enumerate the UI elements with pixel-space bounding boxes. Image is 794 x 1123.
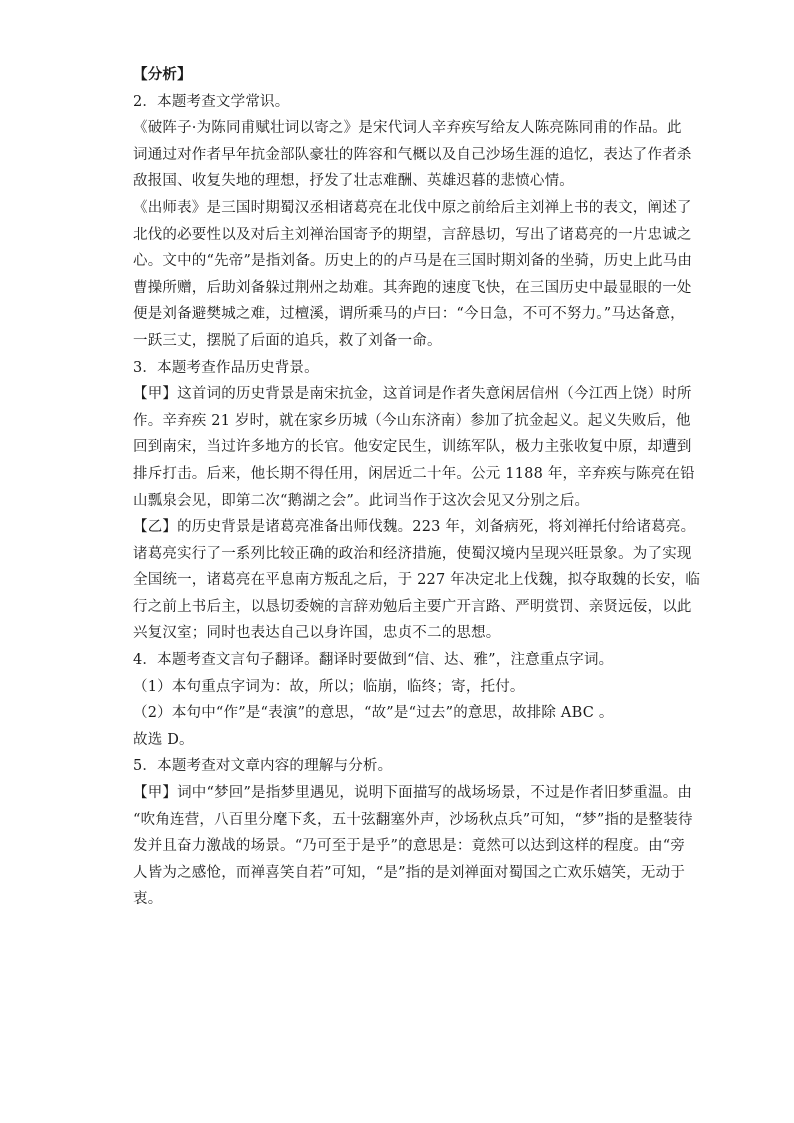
paragraph-line: 兴复汉室；同时也表达自己以身许国，忠贞不二的思想。: [133, 625, 501, 642]
paragraph-line: 词通过对作者早年抗金部队豪壮的阵容和气概以及自己沙场生涯的追忆，表达了作者杀: [133, 146, 692, 163]
paragraph-line: 诸葛亮实行了一系列比较正确的政治和经济措施，使蜀汉境内呈现兴旺景象。为了实现: [133, 545, 692, 562]
paragraph-line: 山瓢泉会见，即第二次“鹅湖之会”。此词当作于这次会见又分别之后。: [133, 492, 590, 509]
paragraph-line: 排斥打击。后来，他长期不得任用，闲居近二十年。公元 1188 年，辛弃疾与陈亮在铅: [133, 465, 695, 482]
paragraph-line: 《破阵子·为陈同甫赋壮词以寄之》是宋代词人辛弃疾写给友人陈亮陈同甫的作品。此: [133, 120, 682, 137]
paragraph-line: 北伐的必要性以及对后主刘禅治国寄予的期望，言辞恳切，写出了诸葛亮的一片忠诚之: [133, 226, 692, 243]
paragraph-line: “吹角连营，八百里分麾下炙，五十弦翻塞外声，沙场秋点兵”可知，“梦”指的是整装待: [133, 811, 693, 828]
paragraph-line: 行之前上书后主，以恳切委婉的言辞劝勉后主要广开言路、严明赏罚、亲贤远佞，以此: [133, 598, 692, 615]
paragraph-line: 《出师表》是三国时期蜀汉丞相诸葛亮在北伐中原之前给后主刘禅上书的表文，阐述了: [133, 199, 692, 216]
paragraph-line: 心。文中的“先帝”是指刘备。历史上的的卢马是在三国时期刘备的坐骑，历史上此马由: [133, 253, 693, 270]
question-2-heading: 2．本题考查文学常识。: [133, 93, 290, 110]
paragraph-line: 发并且奋力激战的场景。“乃可至于是乎”的意思是：竟然可以达到这样的程度。由“旁: [133, 838, 686, 855]
paragraph-line: 衷。: [133, 891, 163, 908]
document-body: [133, 62, 701, 913]
paragraph-line: 回到南宋，当过许多地方的长官。他安定民生，训练军队，极力主张收复中原，却遭到: [133, 439, 692, 456]
paragraph-line: 【甲】词中“梦回”是指梦里遇见，说明下面描写的战场场景，不过是作者旧梦重温。由: [133, 785, 693, 802]
paragraph-line: 【甲】这首词的历史背景是南宋抗金，这首词是作者失意闲居信州（今江西上饶）时所: [133, 386, 692, 403]
question-4-heading: 4．本题考查文言句子翻译。翻译时要做到“信、达、雅”，注意重点字词。: [133, 652, 614, 669]
answer-line: 故选 D。: [133, 731, 194, 748]
section-heading-analysis: 【分析】: [133, 66, 192, 83]
paragraph-line: 敌报国、收复失地的理想，抒发了壮志难酬、英雄迟暮的悲愤心情。: [133, 173, 574, 190]
question-5-heading: 5．本题考查对文章内容的理解与分析。: [133, 758, 393, 775]
question-3-heading: 3．本题考查作品历史背景。: [133, 359, 319, 376]
paragraph-line: 作。辛弃疾 21 岁时，就在家乡历城（今山东济南）参加了抗金起义。起义失败后，他: [133, 412, 691, 429]
paragraph-line: （1）本句重点字词为：故，所以；临崩，临终；寄，托付。: [133, 678, 525, 695]
paragraph-line: 【乙】的历史背景是诸葛亮准备出师伐魏。223 年，刘备病死，将刘禅托付给诸葛亮。: [133, 519, 696, 536]
paragraph-line: 曹操所赠，后助刘备躲过荆州之劫难。其奔跑的速度飞快，在三国历史中最显眼的一处: [133, 279, 692, 296]
paragraph-line: 人皆为之感怆，而禅喜笑自若”可知，“是”指的是刘禅面对蜀国之亡欢乐嬉笑，无动于: [133, 864, 686, 881]
paragraph-line: （2）本句中“作”是“表演”的意思，“故”是“过去”的意思，故排除 ABC 。: [133, 705, 614, 722]
paragraph-line: 便是刘备避樊城之难，过檀溪，谓所乘马的卢曰：“今日急，不可不努力。”马达备意，: [133, 306, 685, 323]
paragraph-line: 全国统一，诸葛亮在平息南方叛乱之后，于 227 年决定北上伐魏，拟夺取魏的长安，临: [133, 572, 701, 589]
paragraph-line: 一跃三丈，摆脱了后面的追兵，救了刘备一命。: [133, 332, 442, 349]
